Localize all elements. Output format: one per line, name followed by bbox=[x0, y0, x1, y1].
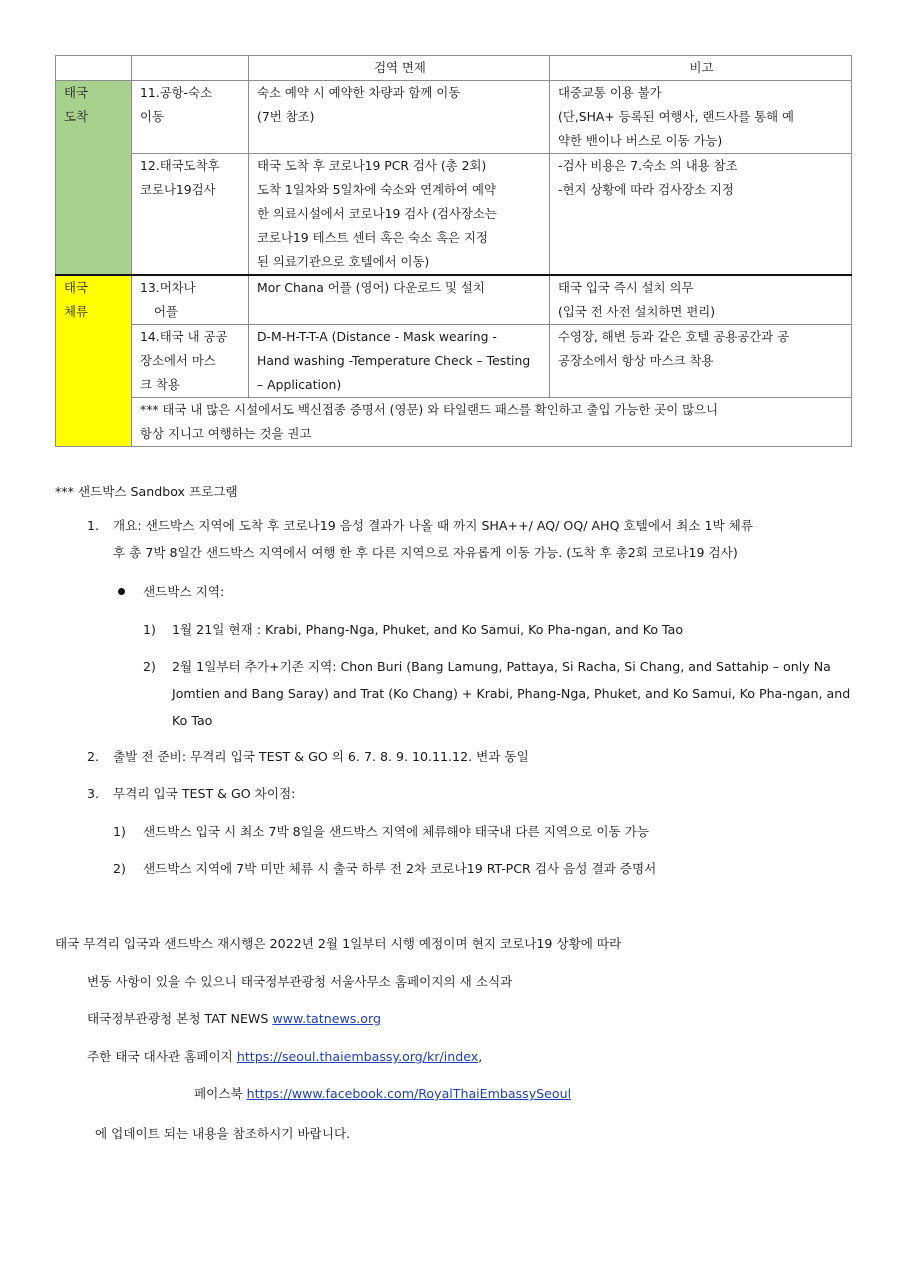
content-line: Mor Chana 어플 (영어) 다운로드 및 설치 bbox=[257, 280, 485, 295]
content-line: D-M-H-T-T-A (Distance - Mask wearing - bbox=[257, 329, 497, 344]
sandbox-departure-prep: 출발 전 준비: 무격리 입국 TEST & GO 의 6. 7. 8. 9. 10.11.12. 변과 동일 bbox=[113, 749, 529, 764]
content-line: 코로나19 테스트 센터 혹은 숙소 혹은 지정 bbox=[257, 230, 488, 245]
bullet-icon bbox=[118, 588, 125, 595]
difference-2-number: 2) bbox=[113, 861, 126, 876]
item-line: 13.머차나 bbox=[140, 280, 196, 295]
closing-line-2: 변동 사항이 있을 수 있으니 태국정부관광청 서울사무소 홈페이지의 새 소식과 bbox=[87, 974, 513, 989]
note-line: 공장소에서 항상 마스크 착용 bbox=[558, 353, 714, 368]
category-line: 체류 bbox=[64, 304, 88, 319]
item-line: 14.태국 내 공공 bbox=[140, 329, 228, 344]
content-cell bbox=[249, 154, 550, 276]
item-line: 이동 bbox=[140, 109, 164, 124]
closing-line-1: 태국 무격리 입국과 샌드박스 재시행은 2022년 2월 1일부터 시행 예정이며 현지 코로나19 상황에 따라 bbox=[55, 936, 622, 951]
item-line: 12.태국도착후 bbox=[140, 158, 220, 173]
difference-1-number: 1) bbox=[113, 824, 126, 839]
footnote-line: *** 태국 내 많은 시설에서도 백신접종 증명서 (영문) 와 타일랜드 패스를 확인하고 출입 가능한 곳이 많으니 bbox=[140, 402, 719, 417]
item-cell bbox=[132, 275, 249, 325]
note-line: (단,SHA+ 등록된 여행사, 랜드사를 통해 예 bbox=[558, 109, 795, 124]
closing-line-3 bbox=[87, 1005, 381, 1032]
item-cell bbox=[132, 81, 249, 154]
note-line: -현지 상황에 따라 검사장소 지정 bbox=[558, 182, 734, 197]
item-line: 장소에서 마스 bbox=[140, 353, 216, 368]
table-header-row bbox=[56, 56, 852, 81]
content-line: 숙소 예약 시 예약한 차량과 함께 이동 bbox=[257, 85, 461, 100]
tatnews-link[interactable]: www.tatnews.org bbox=[272, 1011, 381, 1026]
embassy-link[interactable]: https://seoul.thaiembassy.org/kr/index bbox=[236, 1049, 479, 1064]
region-2-line: Jomtien and Bang Saray) and Trat (Ko Chang) + Krabi, Phang-Nga, Phuket, and Ko Samui, Ko Pha-ngan, and bbox=[172, 686, 851, 701]
note-cell bbox=[550, 81, 852, 154]
embassy-suffix: , bbox=[478, 1049, 483, 1064]
table-row bbox=[56, 325, 852, 398]
header-category bbox=[56, 56, 132, 81]
content-line: 도착 1일차와 5일차에 숙소와 연계하여 예약 bbox=[257, 182, 496, 197]
region-1-text: 1월 21일 현재 : Krabi, Phang-Nga, Phuket, and Ko Samui, Ko Pha-ngan, and Ko Tao bbox=[172, 622, 684, 637]
header-note: 비고 bbox=[550, 56, 852, 81]
sandbox-item-3-number: 3. bbox=[87, 786, 100, 801]
note-cell bbox=[550, 275, 852, 325]
category-arrival bbox=[56, 81, 132, 276]
note-cell bbox=[550, 325, 852, 398]
closing-line-5 bbox=[194, 1080, 571, 1107]
content-line: 된 의료기관으로 호텔에서 이동) bbox=[257, 254, 430, 269]
content-line: 한 의료시설에서 코로나19 검사 (검사장소는 bbox=[257, 206, 497, 221]
note-line: -검사 비용은 7.숙소 의 내용 참조 bbox=[558, 158, 738, 173]
note-line: (입국 전 사전 설치하면 편리) bbox=[558, 304, 716, 319]
sandbox-title: *** 샌드박스 Sandbox 프로그램 bbox=[55, 484, 238, 499]
category-line: 태국 bbox=[64, 280, 88, 295]
table-row bbox=[56, 81, 852, 154]
note-line: 수영장, 해변 등과 같은 호텔 공용공간과 공 bbox=[558, 329, 790, 344]
header-exemption: 검역 면제 bbox=[249, 56, 550, 81]
category-stay bbox=[56, 275, 132, 447]
content-line: (7번 참조) bbox=[257, 109, 315, 124]
category-line: 태국 bbox=[64, 85, 88, 100]
footnote-cell bbox=[132, 398, 852, 447]
region-2-line: Ko Tao bbox=[172, 713, 213, 728]
item-cell bbox=[132, 325, 249, 398]
content-cell bbox=[249, 275, 550, 325]
sandbox-overview-line: 개요: 샌드박스 지역에 도착 후 코로나19 음성 결과가 나올 때 까지 SHA++/ AQ/ OQ/ AHQ 호텔에서 최소 1박 체류 bbox=[113, 518, 754, 533]
note-line: 대중교통 이용 불가 bbox=[558, 85, 662, 100]
item-line: 11.공항-숙소 bbox=[140, 85, 213, 100]
closing-line-6: 에 업데이트 되는 내용을 참조하시기 바랍니다. bbox=[95, 1126, 351, 1141]
tat-news-label: 태국정부관광청 본청 TAT NEWS bbox=[87, 1011, 273, 1026]
table-row bbox=[56, 275, 852, 325]
sandbox-item-1-number: 1. bbox=[87, 518, 100, 533]
note-line: 태국 입국 즉시 설치 의무 bbox=[558, 280, 694, 295]
content-cell bbox=[249, 81, 550, 154]
content-cell bbox=[249, 325, 550, 398]
item-line: 코로나19검사 bbox=[140, 182, 216, 197]
header-item bbox=[132, 56, 249, 81]
item-line: 크 착용 bbox=[140, 377, 180, 392]
difference-2-text: 샌드박스 지역에 7박 미만 체류 시 출국 하루 전 2차 코로나19 RT-PCR 검사 음성 결과 증명서 bbox=[143, 861, 657, 876]
facebook-link[interactable]: https://www.facebook.com/RoyalThaiEmbassySeoul bbox=[246, 1086, 572, 1101]
content-line: 태국 도착 후 코로나19 PCR 검사 (총 2회) bbox=[257, 158, 487, 173]
region-2-line: 2월 1일부터 추가+기존 지역: Chon Buri (Bang Lamung, Pattaya, Si Racha, Si Chang, and Sattahip – only Na bbox=[172, 659, 831, 674]
sandbox-overview-line: 후 총 7박 8일간 샌드박스 지역에서 여행 한 후 다른 지역으로 자유롭게 이동 가능. (도착 후 총2회 코로나19 검사) bbox=[113, 545, 738, 560]
footnote-line: 항상 지니고 여행하는 것을 권고 bbox=[140, 426, 312, 441]
closing-line-4 bbox=[87, 1043, 482, 1070]
region-1-number: 1) bbox=[143, 622, 156, 637]
sandbox-item-2-number: 2. bbox=[87, 749, 100, 764]
embassy-label: 주한 태국 대사관 홈페이지 bbox=[87, 1049, 237, 1064]
sandbox-regions-label: 샌드박스 지역: bbox=[143, 584, 225, 599]
note-line: 약한 밴이나 버스로 이동 가능) bbox=[558, 133, 723, 148]
quarantine-exemption-table bbox=[55, 55, 852, 447]
category-line: 도착 bbox=[64, 109, 88, 124]
item-line: 어플 bbox=[154, 304, 178, 319]
difference-1-text: 샌드박스 입국 시 최소 7박 8일을 샌드박스 지역에 체류해야 태국내 다른 지역으로 이동 가능 bbox=[143, 824, 650, 839]
sandbox-differences-label: 무격리 입국 TEST & GO 차이점: bbox=[113, 786, 296, 801]
item-cell bbox=[132, 154, 249, 276]
content-line: Hand washing -Temperature Check – Testing bbox=[257, 353, 531, 368]
region-2-number: 2) bbox=[143, 659, 156, 674]
facebook-label: 페이스북 bbox=[194, 1086, 247, 1101]
content-line: – Application) bbox=[257, 377, 342, 392]
note-cell bbox=[550, 154, 852, 276]
table-row bbox=[56, 154, 852, 276]
table-row bbox=[56, 398, 852, 447]
